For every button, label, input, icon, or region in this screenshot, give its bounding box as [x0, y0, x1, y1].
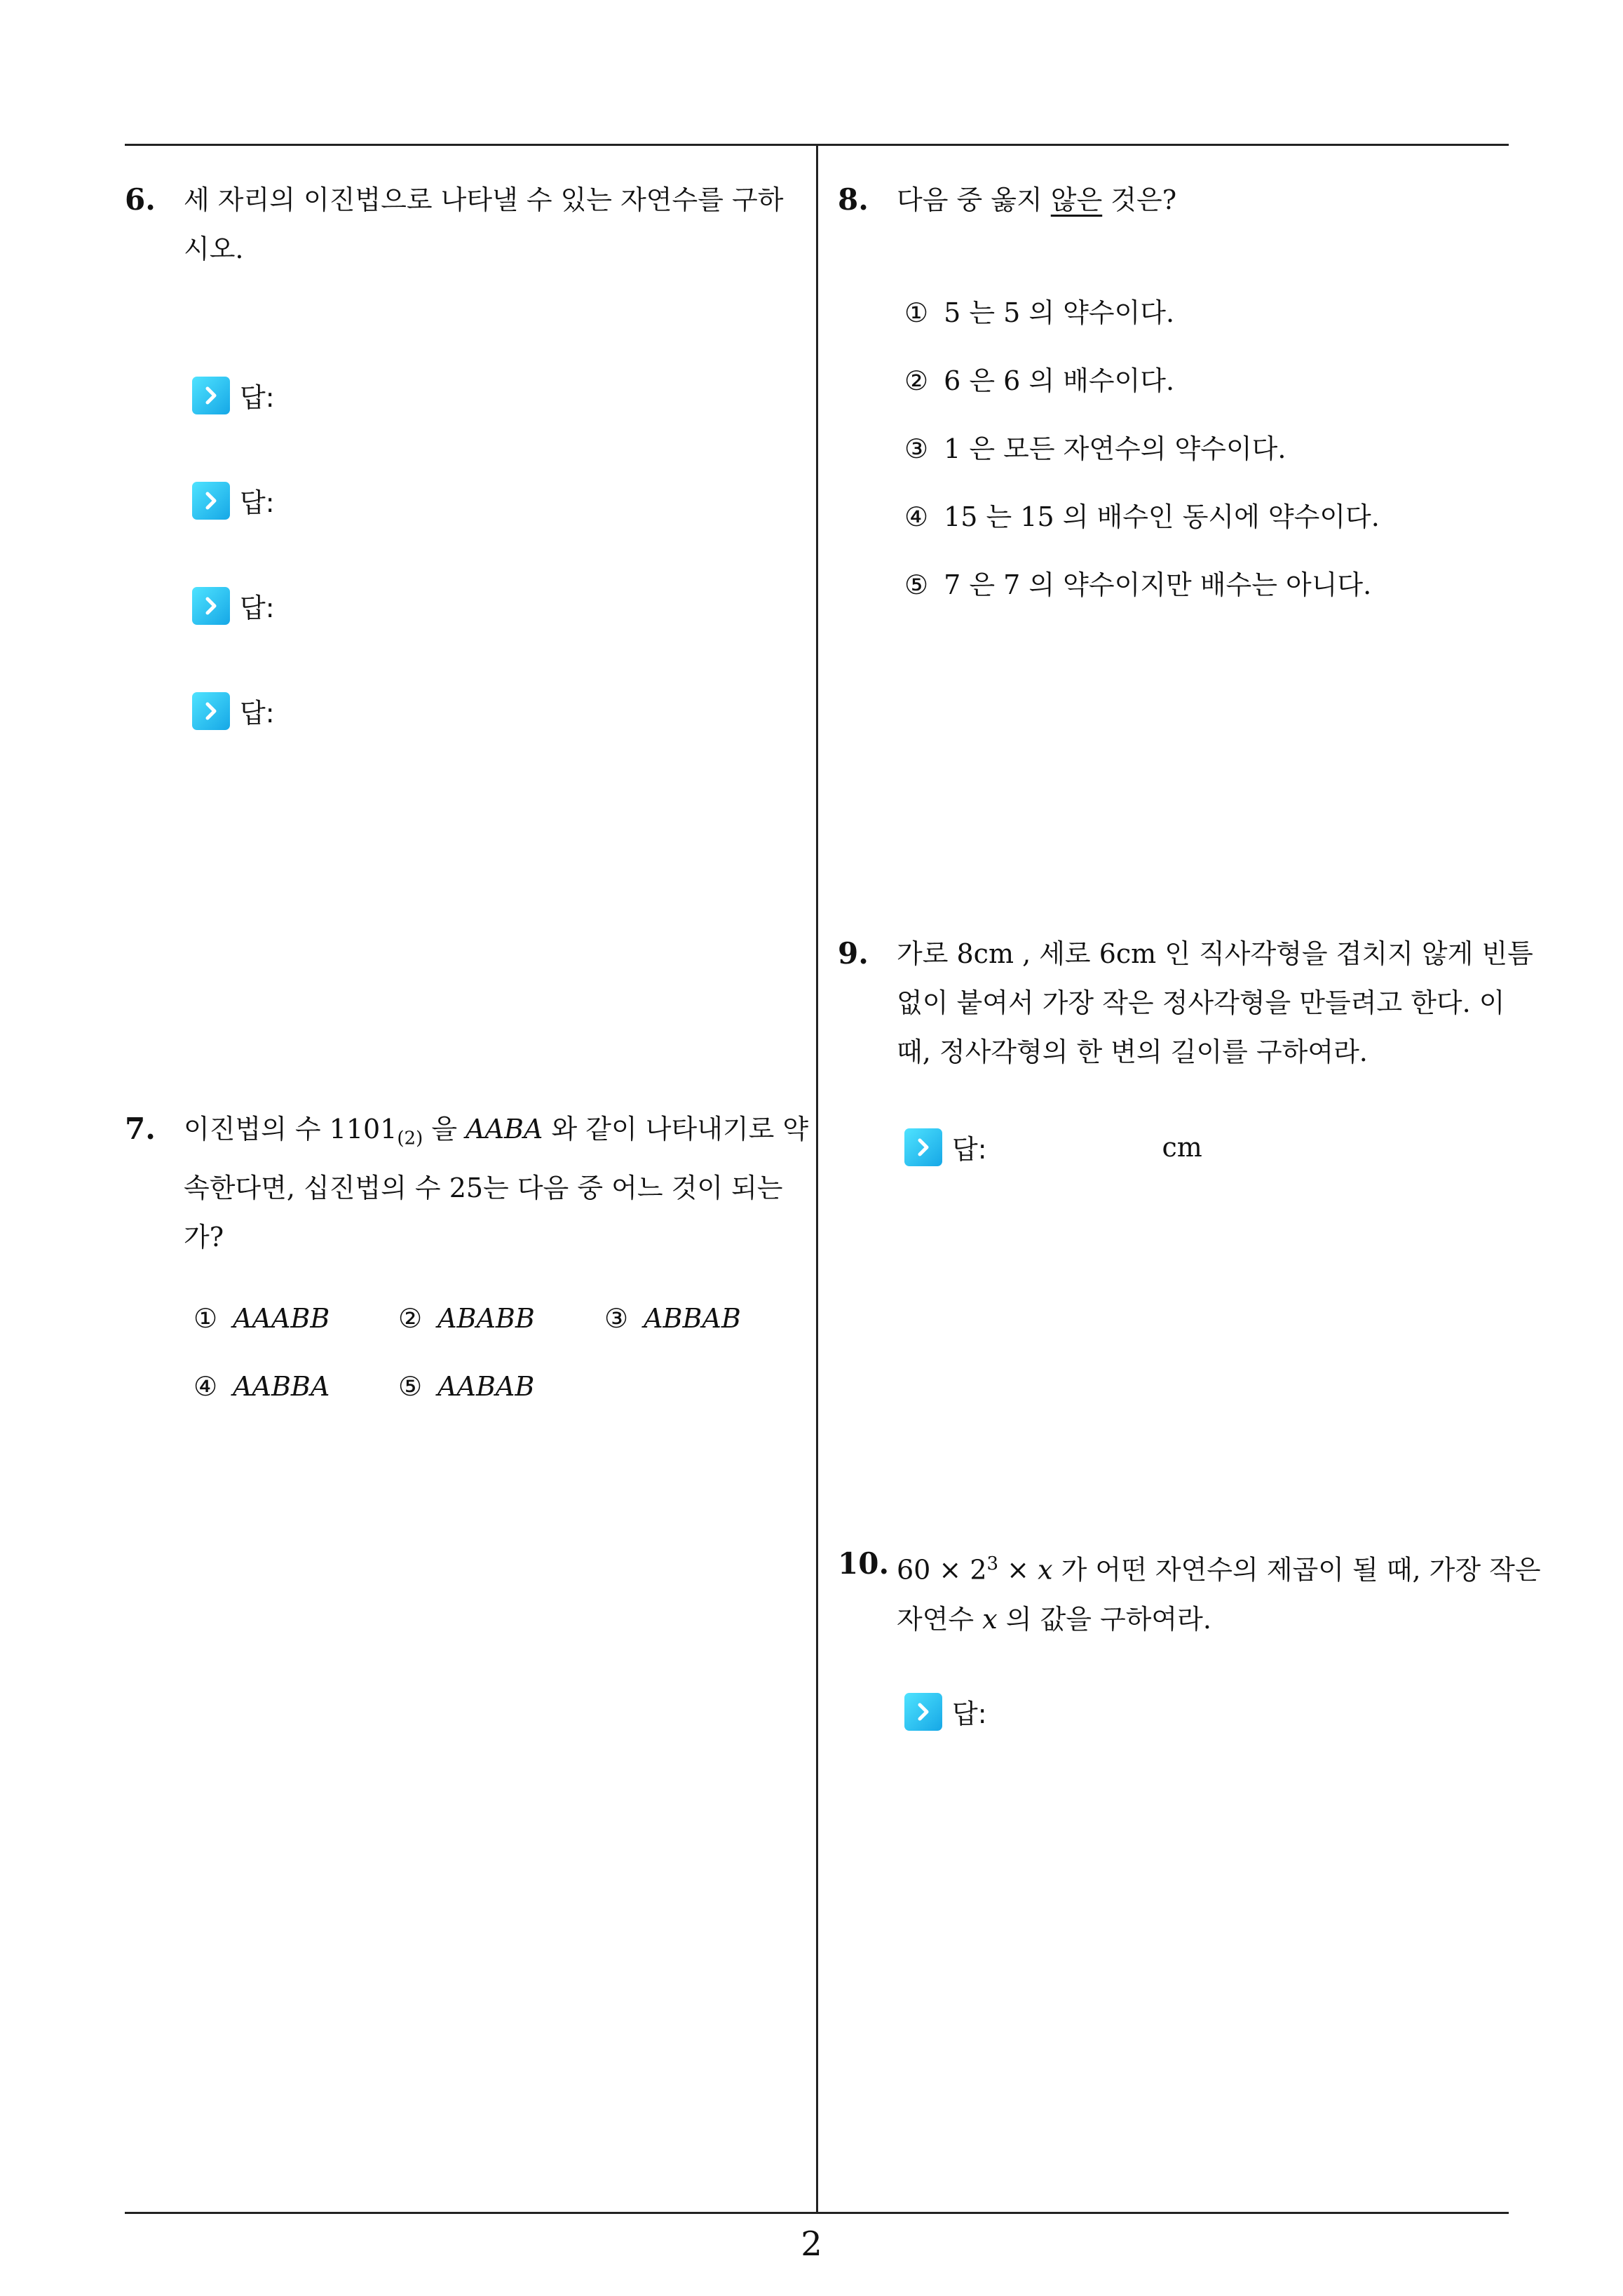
choice-text: ABBAB — [644, 1303, 741, 1334]
choice-text: AABBA — [233, 1371, 330, 1402]
answer-field[interactable] — [904, 1128, 1202, 1166]
choice-text: ABABB — [437, 1303, 535, 1334]
question-text: 을 — [423, 1114, 466, 1144]
choice-text: AABAB — [437, 1371, 535, 1402]
question-8 — [838, 175, 1511, 224]
question-6 — [125, 175, 805, 274]
answer-arrow-icon — [192, 587, 230, 625]
choice-mark: ② — [904, 365, 929, 396]
column-divider — [816, 144, 818, 2214]
choice-text: AAABB — [233, 1303, 330, 1334]
answer-arrow-icon — [904, 1128, 942, 1166]
question-text: 때, 정사각형의 한 변의 길이를 구하여라. — [897, 1036, 1368, 1067]
question-number: 6. — [125, 182, 156, 217]
choice-mark: ⑤ — [398, 1371, 423, 1402]
answer-field[interactable] — [904, 1692, 987, 1731]
answer-field[interactable] — [192, 481, 275, 520]
question-text: 시오. — [184, 234, 244, 264]
question-number: 10. — [838, 1546, 890, 1581]
answer-arrow-icon — [192, 377, 230, 414]
math-expression: 60 × 2 — [897, 1554, 987, 1586]
question-10 — [838, 1539, 1541, 1637]
question-text: 의 값을 구하여라. — [997, 1603, 1211, 1635]
question-text: 속한다면, 십진법의 수 25는 다음 중 어느 것이 되는 — [184, 1172, 783, 1203]
answer-field[interactable] — [192, 691, 275, 730]
question-text: 가로 8cm , 세로 6cm 인 직사각형을 겹치지 않게 빈틈 — [897, 938, 1533, 969]
choice-mark: ③ — [604, 1303, 629, 1334]
page-number: 2 — [801, 2224, 822, 2264]
base-subscript: (2) — [397, 1128, 423, 1149]
question-number: 8. — [838, 182, 869, 217]
answer-label: 답: — [952, 1134, 987, 1165]
answer-label: 답: — [240, 593, 275, 623]
answer-arrow-icon — [192, 482, 230, 520]
choice-2[interactable] — [904, 359, 1174, 398]
choice-mark: ③ — [904, 433, 929, 464]
question-text: 다음 중 옳지 — [897, 184, 1051, 215]
answer-arrow-icon — [904, 1693, 942, 1731]
math-expression: × — [998, 1554, 1038, 1586]
math-variable: x — [1038, 1554, 1053, 1586]
math-expression: AABA — [466, 1114, 543, 1144]
question-9 — [838, 929, 1533, 1076]
choice-3[interactable] — [604, 1303, 741, 1334]
choice-mark: ② — [398, 1303, 423, 1334]
bottom-rule — [125, 2212, 1509, 2214]
choice-4[interactable] — [193, 1371, 330, 1402]
choice-1[interactable] — [904, 291, 1174, 330]
question-text: 가 어떤 자연수의 제곱이 될 때, 가장 작은 — [1052, 1554, 1541, 1586]
exponent: 3 — [986, 1553, 999, 1574]
choice-mark: ⑤ — [904, 569, 929, 600]
choice-mark: ① — [904, 297, 929, 328]
choice-text: 7 은 7 의 약수이지만 배수는 아니다. — [944, 569, 1372, 600]
question-number: 9. — [838, 936, 869, 971]
answer-label: 답: — [240, 487, 275, 518]
answer-unit: cm — [1162, 1131, 1202, 1163]
math-variable: x — [982, 1603, 998, 1635]
choice-1[interactable] — [193, 1303, 330, 1334]
answer-label: 답: — [952, 1699, 987, 1729]
question-text: 없이 붙여서 가장 작은 정사각형을 만들려고 한다. 이 — [897, 987, 1505, 1018]
underlined-word: 않은 — [1050, 184, 1103, 215]
choice-mark: ④ — [193, 1371, 218, 1402]
choice-text: 5 는 5 의 약수이다. — [944, 297, 1175, 328]
choice-text: 6 은 6 의 배수이다. — [944, 365, 1175, 396]
question-7 — [125, 1105, 809, 1252]
question-text: 세 자리의 이진법으로 나타낼 수 있는 자연수를 구하 — [184, 184, 784, 215]
question-text: 가? — [184, 1221, 224, 1252]
question-text: 자연수 — [897, 1603, 983, 1635]
choice-3[interactable] — [904, 427, 1286, 466]
question-number: 7. — [125, 1112, 156, 1146]
answer-label: 답: — [240, 382, 275, 413]
question-text: 것은? — [1102, 184, 1177, 215]
choice-4[interactable] — [904, 495, 1380, 534]
choice-5[interactable] — [904, 563, 1371, 602]
choice-2[interactable] — [398, 1303, 535, 1334]
answer-field[interactable] — [192, 586, 275, 625]
answer-field[interactable] — [192, 376, 275, 414]
choice-mark: ④ — [904, 501, 929, 532]
choice-text: 1 은 모든 자연수의 약수이다. — [944, 433, 1286, 464]
question-text: 이진법의 수 1101 — [184, 1114, 398, 1144]
choice-mark: ① — [193, 1303, 218, 1334]
question-text: 와 같이 나타내기로 약 — [543, 1114, 809, 1144]
answer-arrow-icon — [192, 692, 230, 730]
choice-5[interactable] — [398, 1371, 534, 1402]
answer-label: 답: — [240, 698, 275, 729]
choice-text: 15 는 15 의 배수인 동시에 약수이다. — [944, 501, 1380, 532]
